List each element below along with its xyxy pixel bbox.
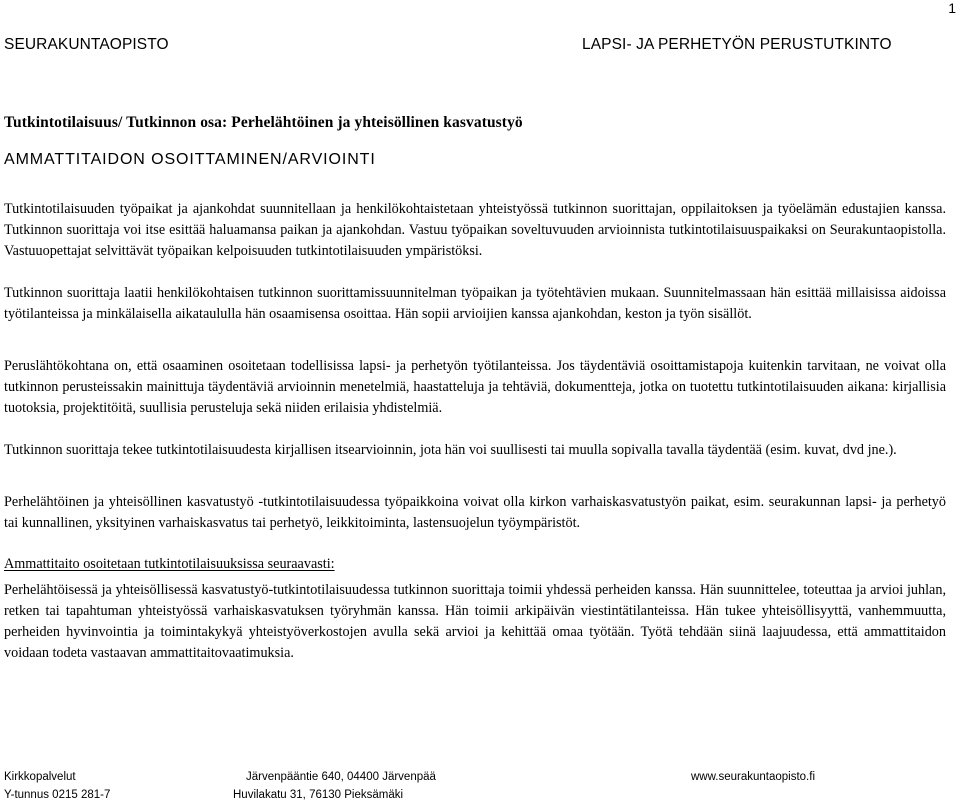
document-subtitle: AMMATTITAIDON OSOITTAMINEN/ARVIOINTI [4,151,376,168]
page-number: 1 [948,0,956,16]
paragraph-assessment-methods: Peruslähtökohtana on, että osaaminen osoitetaan todellisissa lapsi- ja perhetyön työtilanteissa. Jos täydentäviä osoittamistapoja kuitenkin tarvitaan, ne voivat olla tutkinnon perusteissakin mainittuja täydentäviä arvioinnin menetelmiä, haastatteluja ja tehtäviä, dokumentteja, jotka on tuotettu tutkintotilaisuuden aikana: kirjallisia tuotoksia, projektitöitä, suullisia perusteluja sekä niiden erilaisia yhdistelmiä. [4,358,946,416]
footer-business-id: Y-tunnus 0215 281-7 [4,789,111,801]
paragraph-workplaces: Perhelähtöinen ja yhteisöllinen kasvatustyö -tutkintotilaisuudessa työpaikkoina voivat olla kirkon varhaiskasvatustyön paikat, esim. seurakunnan lapsi- ja perhetyö tai kunnallinen, yksityinen varhaiskasvatus tai perhetyö, leikkitoiminta, lastensuojelun työympäristöt. [4,494,946,531]
paragraph-self-assessment: Tutkinnon suorittaja tekee tutkintotilaisuudesta kirjallisen itsearvioinnin, jota hän voi suullisesti tai muulla sopivalla tavalla täydentää (esim. kuvat, dvd jne.). [4,442,897,458]
header-institution: SEURAKUNTAOPISTO [4,36,169,53]
paragraph-demonstration: Perhelähtöisessä ja yhteisöllisessä kasvatustyö-tutkintotilaisuudessa tutkinnon suorittaja toimii yhdessä perheiden kanssa. Hän suunnittelee, toteuttaa ja arvioi juhlan, retken tai tapahtuman yhteistyössä varhaiskasvatuksen työryhmän kanssa. Hän toimii arkipäivän viestintätilanteissa. Hän tukee yhteisöllisyyttä, vanhemmuutta, perheiden hyvinvointia ja toimintakykyä yhteistyöverkostojen avulla sekä arvioi ja kehittää omaa työtään. Työtä tehdään siinä laajuudessa, että ammattitaidon voidaan todeta vastaavan ammattitaitovaatimuksia. [4,582,946,661]
paragraph-workplace-planning: Tutkintotilaisuuden työpaikat ja ajankohdat suunnitellaan ja henkilökohtaistetaan yhteistyössä tutkinnon suorittajan, oppilaitoksen ja työelämän edustajien kanssa. Tutkinnon suorittaja voi itse esittää haluamansa paikan ja ajankohdan. Vastuu työpaikan soveltuvuuden arvioinnista tutkintotilaisuuspaikaksi on Seurakuntaopistolla. Vastuuopettajat selvittävät työpaikan kelpoisuuden tutkintotilaisuuden ympäristöksi. [4,201,946,259]
section-heading-demonstration: Ammattitaito osoitetaan tutkintotilaisuuksissa seuraavasti: [4,556,335,572]
header-degree: LAPSI- JA PERHETYÖN PERUSTUTKINTO [582,36,892,53]
footer-website-link[interactable]: www.seurakuntaopisto.fi [691,771,816,783]
footer-address-jarvenpaa: Järvenpääntie 640, 04400 Järvenpää [246,771,436,783]
document-title: Tutkintotilaisuus/ Tutkinnon osa: Perhelähtöinen ja yhteisöllinen kasvatustyö [4,114,523,131]
footer-address-pieksamaki: Huvilakatu 31, 76130 Pieksämäki [233,789,404,801]
footer-org: Kirkkopalvelut [4,771,76,783]
paragraph-personal-plan: Tutkinnon suorittaja laatii henkilökohtaisen tutkinnon suorittamissuunnitelman työpaikan ja työtehtävien mukaan. Suunnitelmassaan hän esittää millaisissa aidoissa työtilanteissa ja minkälaisella aikataululla hän osaamisensa osoittaa. Hän sopii arvioijien kanssa ajankohdan, keston ja työn sisällöt. [4,285,946,322]
